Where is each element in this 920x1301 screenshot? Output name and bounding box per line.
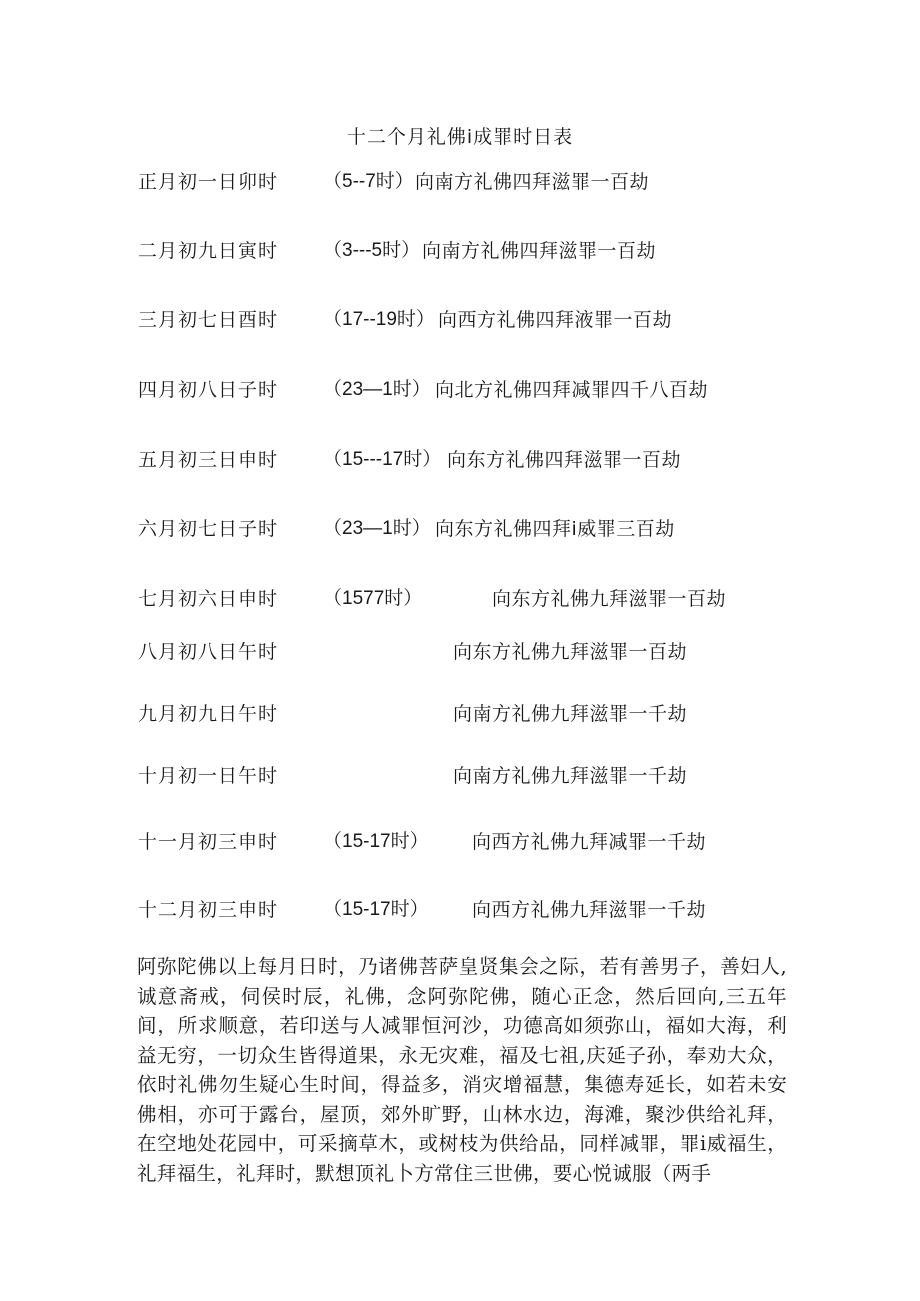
row-desc: 向西方礼佛九拜滋罪一千劫	[472, 899, 707, 921]
row-date: 十一月初三申时	[138, 831, 279, 853]
row-time: （17--19时）	[323, 309, 435, 330]
row-date: 八月初八日午时	[138, 641, 279, 663]
row-desc: 向南方礼佛四拜滋罪一百劫	[415, 171, 650, 193]
body-paragraph: 阿弥陀佛以上每月日时，乃诸佛菩萨皇贤集会之际，若有善男子，善妇人,诚意斋戒，伺侯时辰，礼佛，念阿弥陀佛，随心正念，然后回向,三五年间，所求顺意，若印送与人减罪恒河沙，功德高如须弥山，福如大海，利益无穷，一切众生皆得道果，永无灾难，福及七祖,庆延子孙，奉劝大众，依时礼佛勿生疑心生时间，得益多，消灾增福慧，集德寿延长，如若未安佛相，亦可于露台，屋顶，郊外旷野，山林水边，海滩，聚沙供给礼拜，在空地处花园中，可采摘草木，或树枝为供给品，同样减罪，罪i威福生，礼拜福生，礼拜时，默想顶礼卜方常住三世佛，要心悦诚服（两手	[137, 955, 787, 1185]
row-date: 六月初七日子时	[138, 518, 279, 540]
row-desc: 向南方礼佛九拜滋罪一千劫	[453, 765, 688, 787]
page-title: 十二个月礼佛i成罪时日表	[346, 126, 574, 148]
row-time: （5--7时）	[323, 171, 414, 192]
row-desc: 向西方礼佛四拜液罪一百劫	[438, 309, 673, 331]
row-date: 二月初九日寅时	[138, 240, 279, 262]
row-date: 正月初一日卯时	[138, 171, 279, 193]
row-date: 十月初一日午时	[138, 765, 279, 787]
row-desc: 向西方礼佛九拜减罪一千劫	[472, 831, 707, 853]
row-date: 七月初六日申时	[138, 588, 279, 610]
row-desc: 向东方礼佛四拜滋罪一百劫	[447, 449, 682, 471]
row-date: 四月初八日子时	[138, 379, 279, 401]
row-desc: 向东方礼佛四拜i威罪三百劫	[435, 518, 675, 540]
row-time: （1577时）	[323, 588, 423, 609]
row-desc: 向东方礼佛九拜滋罪一百劫	[453, 641, 688, 663]
row-desc: 向东方礼佛九拜滋罪一百劫	[492, 588, 727, 610]
row-date: 三月初七日酉时	[138, 309, 279, 331]
row-time: （15-17时）	[323, 899, 429, 920]
row-desc: 向北方礼佛四拜减罪四千八百劫	[435, 379, 709, 401]
row-time: （15---17时）	[323, 449, 442, 470]
row-time: （15-17时）	[323, 831, 429, 852]
row-desc: 向南方礼佛九拜滋罪一千劫	[453, 703, 688, 725]
row-date: 十二月初三申时	[138, 899, 279, 921]
row-date: 五月初三日申时	[138, 449, 279, 471]
row-time: （3---5时）	[323, 240, 421, 261]
row-time: （23—1时）	[323, 518, 431, 539]
row-time: （23—1时）	[323, 379, 431, 400]
row-date: 九月初九日午时	[138, 703, 279, 725]
row-desc: 向南方礼佛四拜滋罪一百劫	[422, 240, 657, 262]
